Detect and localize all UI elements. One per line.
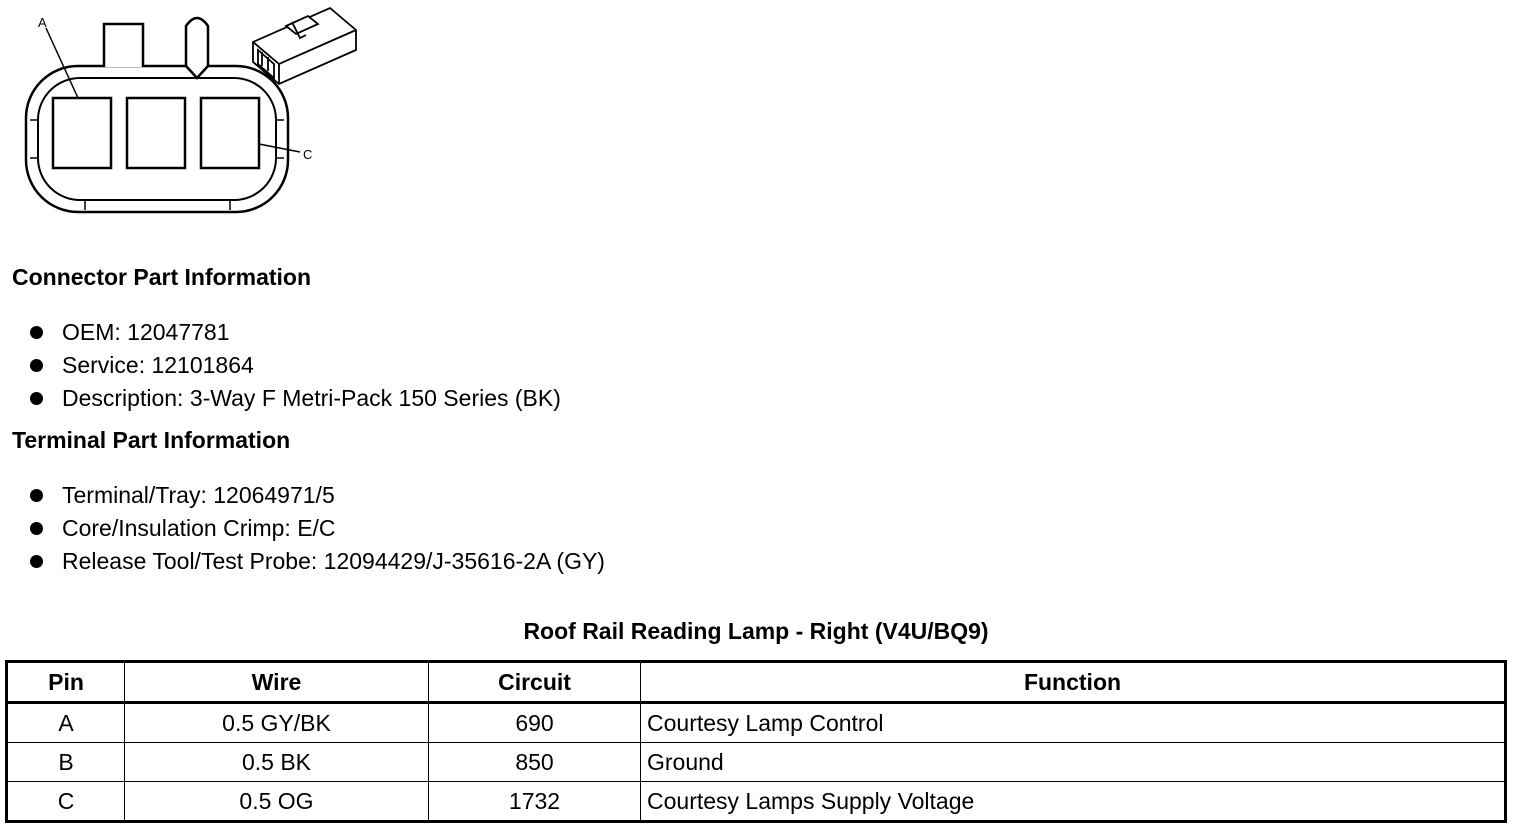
connector-key-square	[104, 24, 143, 67]
bullet-icon	[30, 489, 43, 502]
table-row	[7, 782, 1506, 822]
list-item-text: Terminal/Tray: 12064971/5	[62, 482, 335, 508]
cavity-a	[53, 98, 111, 168]
list-item-text: Release Tool/Test Probe: 12094429/J-35616-2A (GY)	[62, 548, 605, 574]
terminal-part-info-list	[28, 481, 605, 580]
list-item-text: Service: 12101864	[62, 352, 254, 378]
bullet-icon	[30, 555, 43, 568]
table-row	[7, 703, 1506, 743]
list-item	[28, 384, 561, 417]
column-header-wire: Wire	[125, 662, 429, 703]
terminal-cavities	[53, 98, 259, 168]
terminal-part-info-heading: Terminal Part Information	[12, 427, 291, 453]
connector-part-info-list	[28, 318, 561, 417]
list-item	[28, 481, 605, 514]
cavity-b	[127, 98, 185, 168]
bullet-icon	[30, 522, 43, 535]
cell-pin: B	[7, 743, 125, 782]
list-item-text: Description: 3-Way F Metri-Pack 150 Series (BK)	[62, 385, 561, 411]
cavity-c	[201, 98, 259, 168]
list-item	[28, 351, 561, 384]
cell-pin: C	[7, 782, 125, 822]
cell-wire: 0.5 GY/BK	[125, 703, 429, 743]
table-title: Roof Rail Reading Lamp - Right (V4U/BQ9)	[523, 618, 989, 644]
pinout-table	[5, 660, 1507, 823]
callout-c-label: C	[303, 147, 313, 162]
list-item	[28, 514, 605, 547]
list-item-text: Core/Insulation Crimp: E/C	[62, 515, 336, 541]
bullet-icon	[30, 392, 43, 405]
bullet-icon	[30, 359, 43, 372]
callout-a-leader	[46, 28, 78, 98]
cell-circuit: 690	[429, 703, 641, 743]
callout-a-label: A	[38, 15, 47, 30]
table-header-row	[7, 662, 1506, 703]
callout-c-leader	[259, 144, 300, 152]
cell-wire: 0.5 BK	[125, 743, 429, 782]
cell-wire: 0.5 OG	[125, 782, 429, 822]
list-item-text: OEM: 12047781	[62, 319, 230, 345]
connector-key-arrow	[186, 18, 208, 78]
cell-pin: A	[7, 703, 125, 743]
cell-function: Courtesy Lamps Supply Voltage	[641, 782, 1506, 822]
connector-diagram	[0, 0, 380, 220]
table-row	[7, 743, 1506, 782]
cell-function: Ground	[641, 743, 1506, 782]
column-header-circuit: Circuit	[429, 662, 641, 703]
cell-circuit: 850	[429, 743, 641, 782]
cell-circuit: 1732	[429, 782, 641, 822]
bullet-icon	[30, 326, 43, 339]
list-item	[28, 318, 561, 351]
list-item	[28, 547, 605, 580]
column-header-pin: Pin	[7, 662, 125, 703]
connector-part-info-heading: Connector Part Information	[12, 264, 312, 290]
column-header-function: Function	[641, 662, 1506, 703]
cell-function: Courtesy Lamp Control	[641, 703, 1506, 743]
connector-isometric-view	[253, 8, 356, 84]
